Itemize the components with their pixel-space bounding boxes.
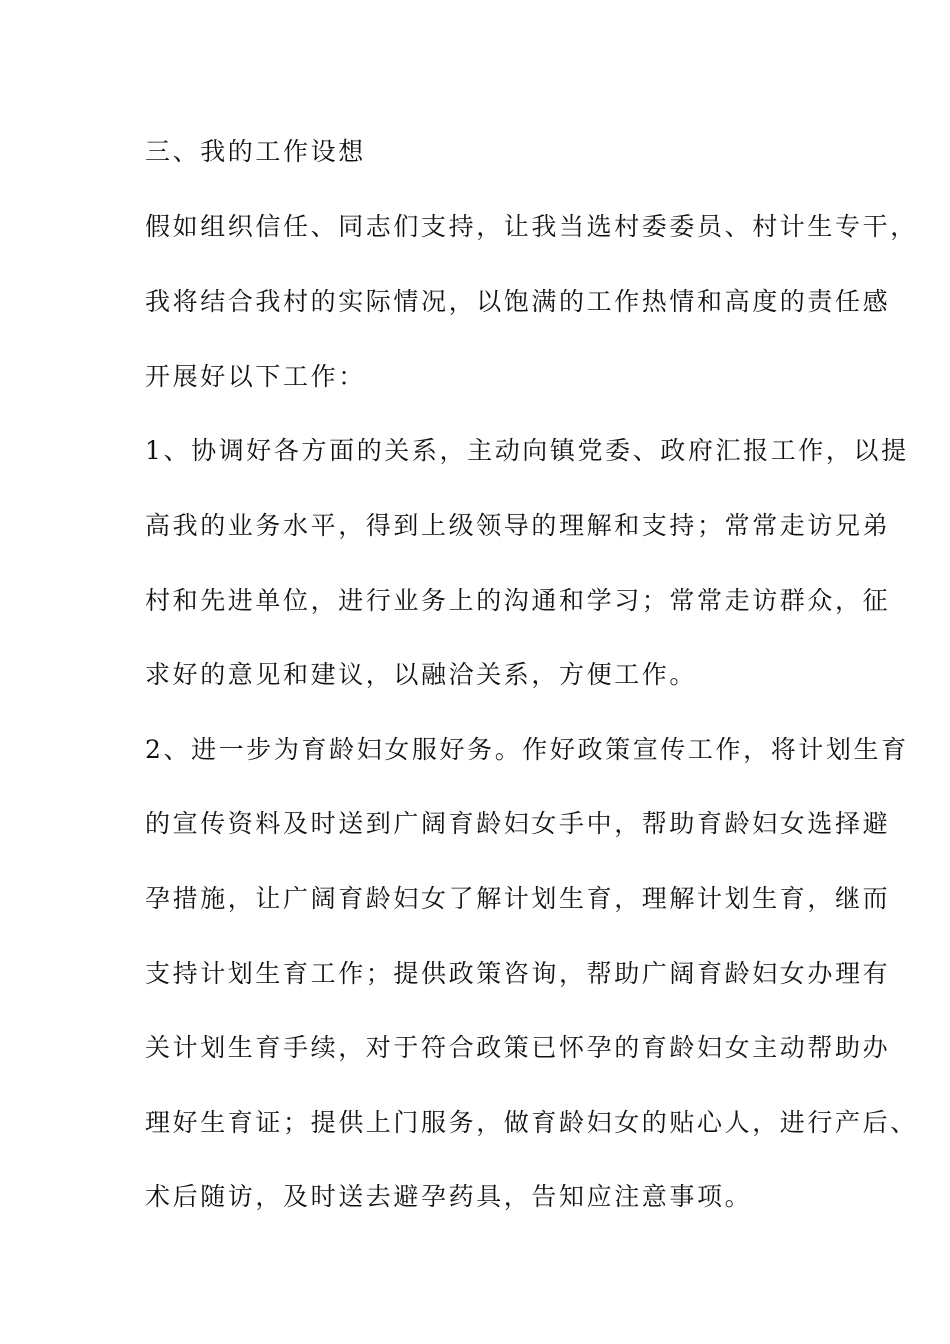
text-line: 理好生育证；提供上门服务，做育龄妇女的贴心人，进行产后、 — [145, 1108, 918, 1137]
text-line: 高我的业务水平，得到上级领导的理解和支持；常常走访兄弟 — [145, 511, 891, 540]
text-line: 假如组织信任、同志们支持，让我当选村委委员、村计生专干， — [145, 212, 918, 241]
text-line: 村和先进单位，进行业务上的沟通和学习；常常走访群众，征 — [145, 586, 891, 615]
text-line: 我将结合我村的实际情况，以饱满的工作热情和高度的责任感 — [145, 287, 891, 316]
text-line: 支持计划生育工作；提供政策咨询，帮助广阔育龄妇女办理有 — [145, 959, 891, 988]
text-line: 开展好以下工作： — [145, 362, 366, 391]
text-line: 1、协调好各方面的关系，主动向镇党委、政府汇报工作，以提 — [145, 436, 909, 465]
text-line: 2、进一步为育龄妇女服好务。作好政策宣传工作，将计划生育 — [145, 735, 909, 764]
text-line: 术后随访，及时送去避孕药具，告知应注意事项。 — [145, 1182, 753, 1211]
text-line: 关计划生育手续，对于符合政策已怀孕的育龄妇女主动帮助办 — [145, 1033, 891, 1062]
text-line: 求好的意见和建议，以融洽关系，方便工作。 — [145, 660, 698, 689]
text-line: 孕措施，让广阔育龄妇女了解计划生育，理解计划生育，继而 — [145, 884, 891, 913]
text-line: 的宣传资料及时送到广阔育龄妇女手中，帮助育龄妇女选择避 — [145, 809, 891, 838]
section-heading: 三、我的工作设想 — [145, 137, 366, 166]
